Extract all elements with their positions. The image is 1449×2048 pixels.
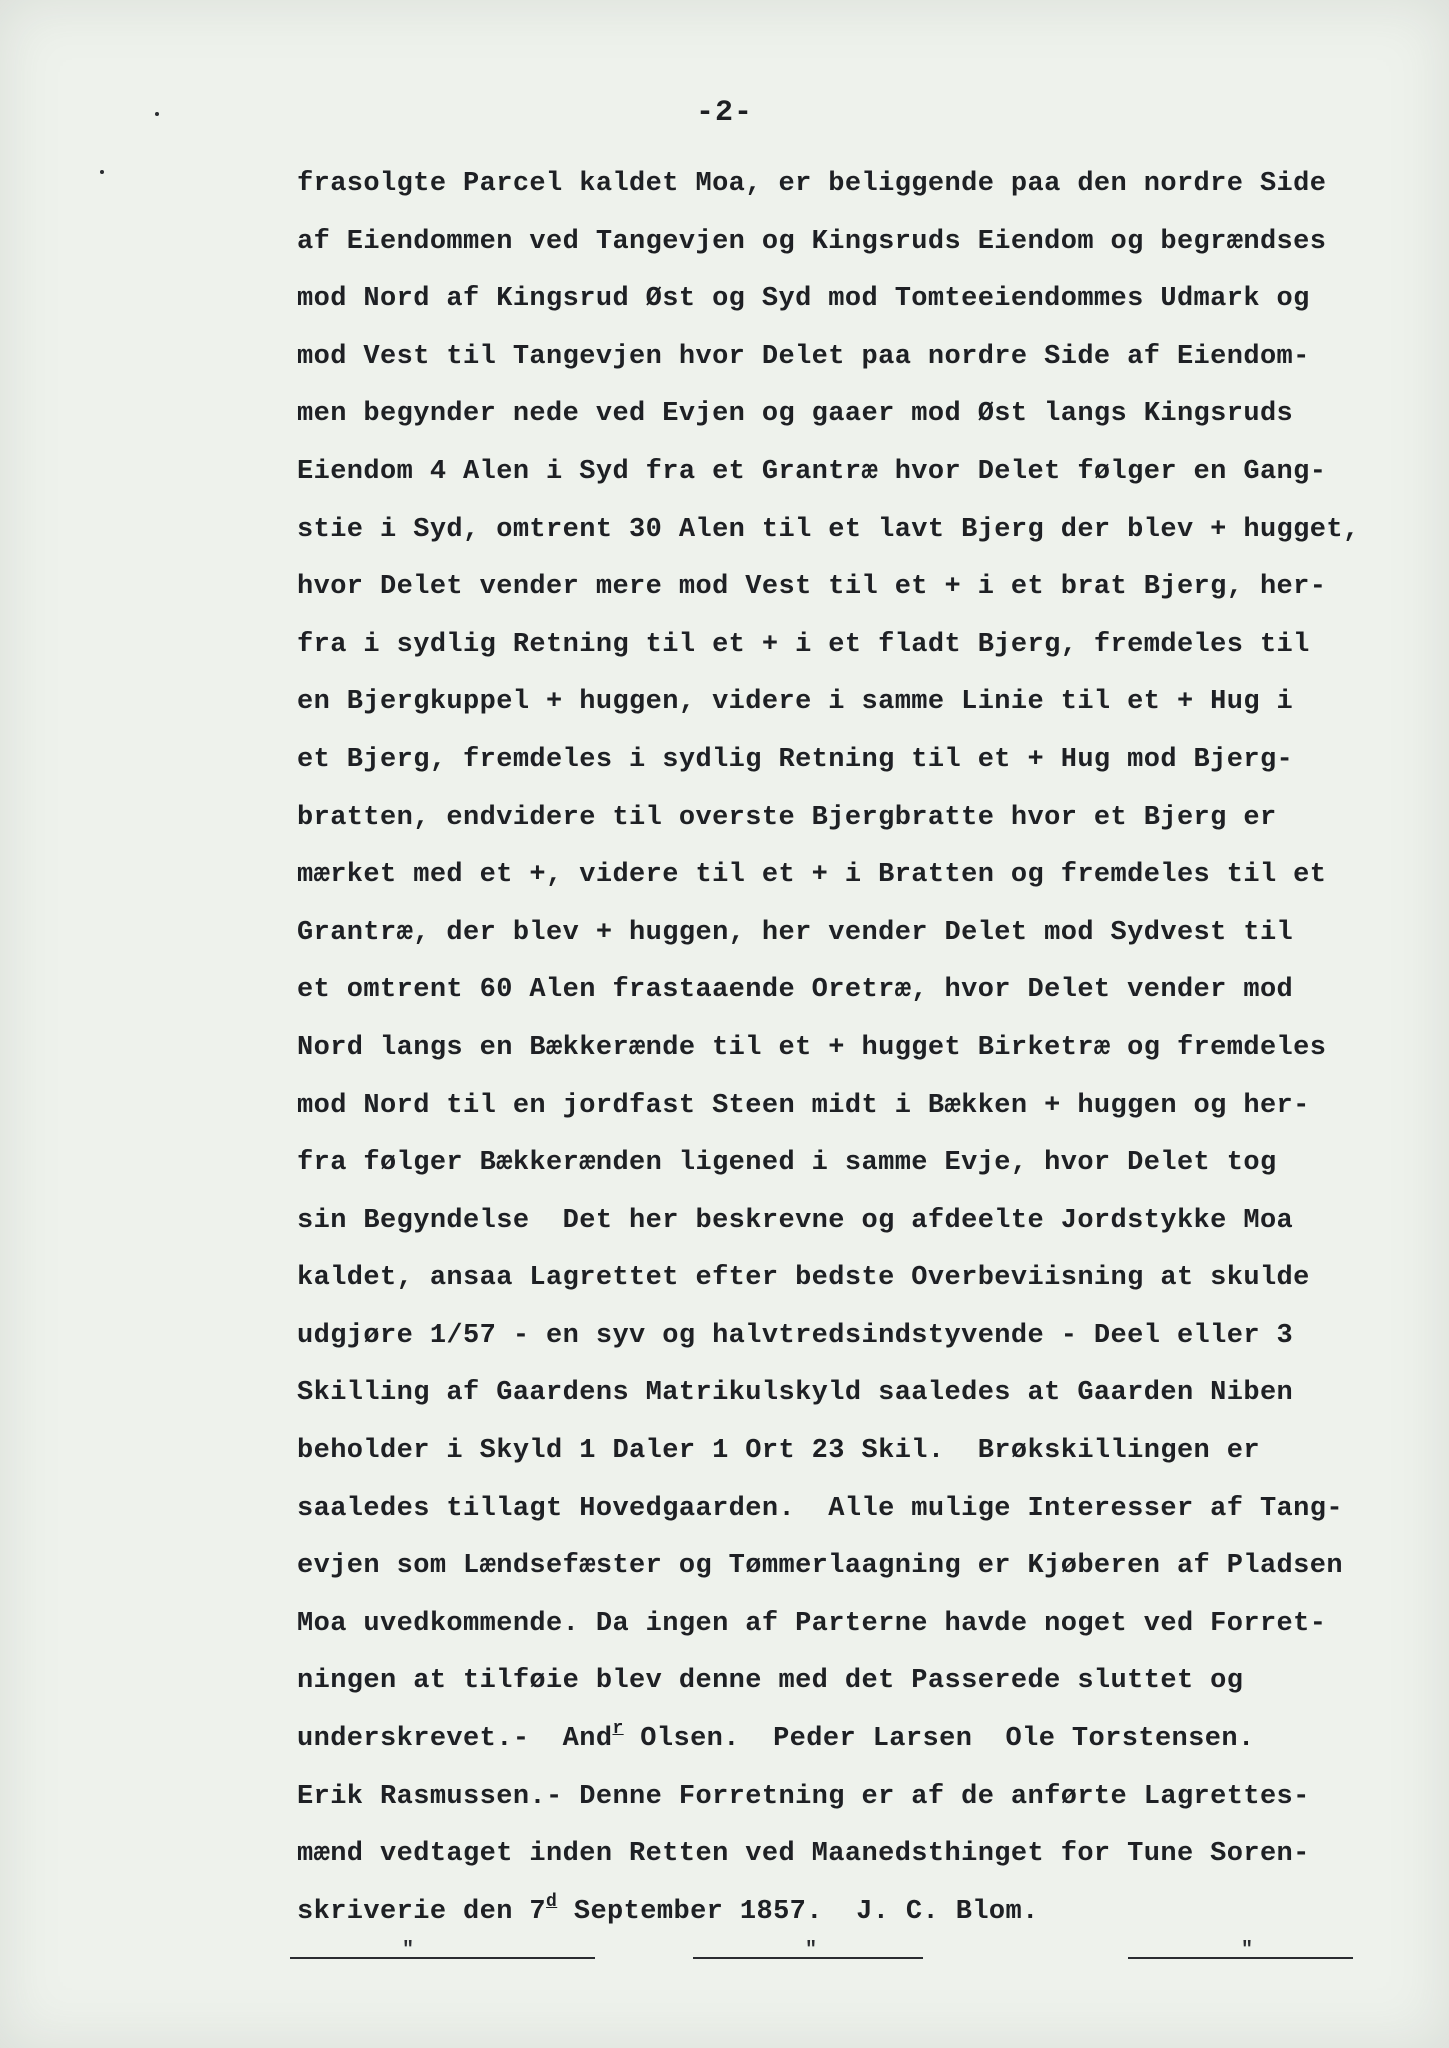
text-line: saaledes tillagt Hovedgaarden. Alle mulige Interesser af Tang- xyxy=(297,1493,1343,1524)
text-line: ningen at tilføie blev denne med det Passerede sluttet og xyxy=(297,1666,1244,1697)
text-line: et omtrent 60 Alen frastaaende Oretræ, hvor Delet vender mod xyxy=(297,975,1294,1006)
text-line-date xyxy=(297,1884,1417,1942)
closing-rule xyxy=(290,1957,595,1959)
superscript: d xyxy=(546,1891,558,1912)
superscript: r xyxy=(612,1719,624,1740)
text-line: sin Begyndelse Det her beskrevne og afdeelte Jordstykke Moa xyxy=(297,1205,1294,1236)
text-line: en Bjergkuppel + huggen, videre i samme Linie til et + Hug i xyxy=(297,687,1294,718)
ditto-mark: " xyxy=(1241,1939,1254,1962)
text-line: stie i Syd, omtrent 30 Alen til et lavt Bjerg der blev + hugget, xyxy=(297,514,1360,545)
text-line: mod Nord af Kingsrud Øst og Syd mod Tomteeiendommes Udmark og xyxy=(297,284,1310,315)
text-fragment: September 1857. J. C. Blom. xyxy=(557,1896,1039,1927)
text-line: kaldet, ansaa Lagrettet efter bedste Overbeviisning at skulde xyxy=(297,1263,1310,1294)
text-line: Grantræ, der blev + huggen, her vender Delet mod Sydvest til xyxy=(297,917,1294,948)
text-line: Skilling af Gaardens Matrikulskyld saaledes at Gaarden Niben xyxy=(297,1378,1294,1409)
text-fragment: underskrevet.- And xyxy=(297,1724,613,1755)
text-line: mærket med et +, videre til et + i Bratten og fremdeles til et xyxy=(297,860,1327,891)
closing-rules xyxy=(0,1939,1449,1969)
text-line: mod Vest til Tangevjen hvor Delet paa nordre Side af Eiendom- xyxy=(297,341,1310,372)
text-line: beholder i Skyld 1 Daler 1 Ort 23 Skil. Brøkskillingen er xyxy=(297,1436,1260,1467)
text-line: mod Nord til en jordfast Steen midt i Bækken + huggen og her- xyxy=(297,1090,1310,1121)
text-line: Nord langs en Bækkerænde til et + hugget Birketræ og fremdeles xyxy=(297,1032,1327,1063)
text-line: Eiendom 4 Alen i Syd fra et Grantræ hvor Delet følger en Gang- xyxy=(297,456,1327,487)
text-line: bratten, endvidere til overste Bjergbratte hvor et Bjerg er xyxy=(297,802,1277,833)
document-body xyxy=(297,156,1417,1941)
margin-mark xyxy=(100,170,104,174)
page-number: -2- xyxy=(695,96,753,130)
text-line: Erik Rasmussen.- Denne Forretning er af de anførte Lagrettes- xyxy=(297,1781,1310,1812)
text-line: fra i sydlig Retning til et + i et fladt Bjerg, fremdeles til xyxy=(297,629,1310,660)
ditto-mark: " xyxy=(402,1939,415,1962)
text-line: Moa uvedkommende. Da ingen af Parterne havde noget ved Forret- xyxy=(297,1608,1327,1639)
text-line: evjen som Lændsefæster og Tømmerlaagning er Kjøberen af Pladsen xyxy=(297,1551,1343,1582)
text-fragment: skriverie den 7 xyxy=(297,1896,547,1927)
text-line: men begynder nede ved Evjen og gaaer mod Øst langs Kingsruds xyxy=(297,399,1294,430)
text-line: fra følger Bækkerænden ligened i samme Evje, hvor Delet tog xyxy=(297,1148,1277,1179)
text-line: et Bjerg, fremdeles i sydlig Retning til et + Hug mod Bjerg- xyxy=(297,744,1294,775)
text-line: udgjøre 1/57 - en syv og halvtredsindstyvende - Deel eller 3 xyxy=(297,1320,1294,1351)
text-line: hvor Delet vender mere mod Vest til et + i et brat Bjerg, her- xyxy=(297,572,1327,603)
text-line: af Eiendommen ved Tangevjen og Kingsruds Eiendom og begrændses xyxy=(297,226,1327,257)
text-line: mænd vedtaget inden Retten ved Maanedsthinget for Tune Soren- xyxy=(297,1839,1310,1870)
ditto-mark: " xyxy=(805,1939,818,1962)
text-fragment: Olsen. Peder Larsen Ole Torstensen. xyxy=(623,1724,1255,1755)
text-line: frasolgte Parcel kaldet Moa, er beliggende paa den nordre Side xyxy=(297,169,1327,199)
text-line-signatures xyxy=(297,1711,1417,1769)
